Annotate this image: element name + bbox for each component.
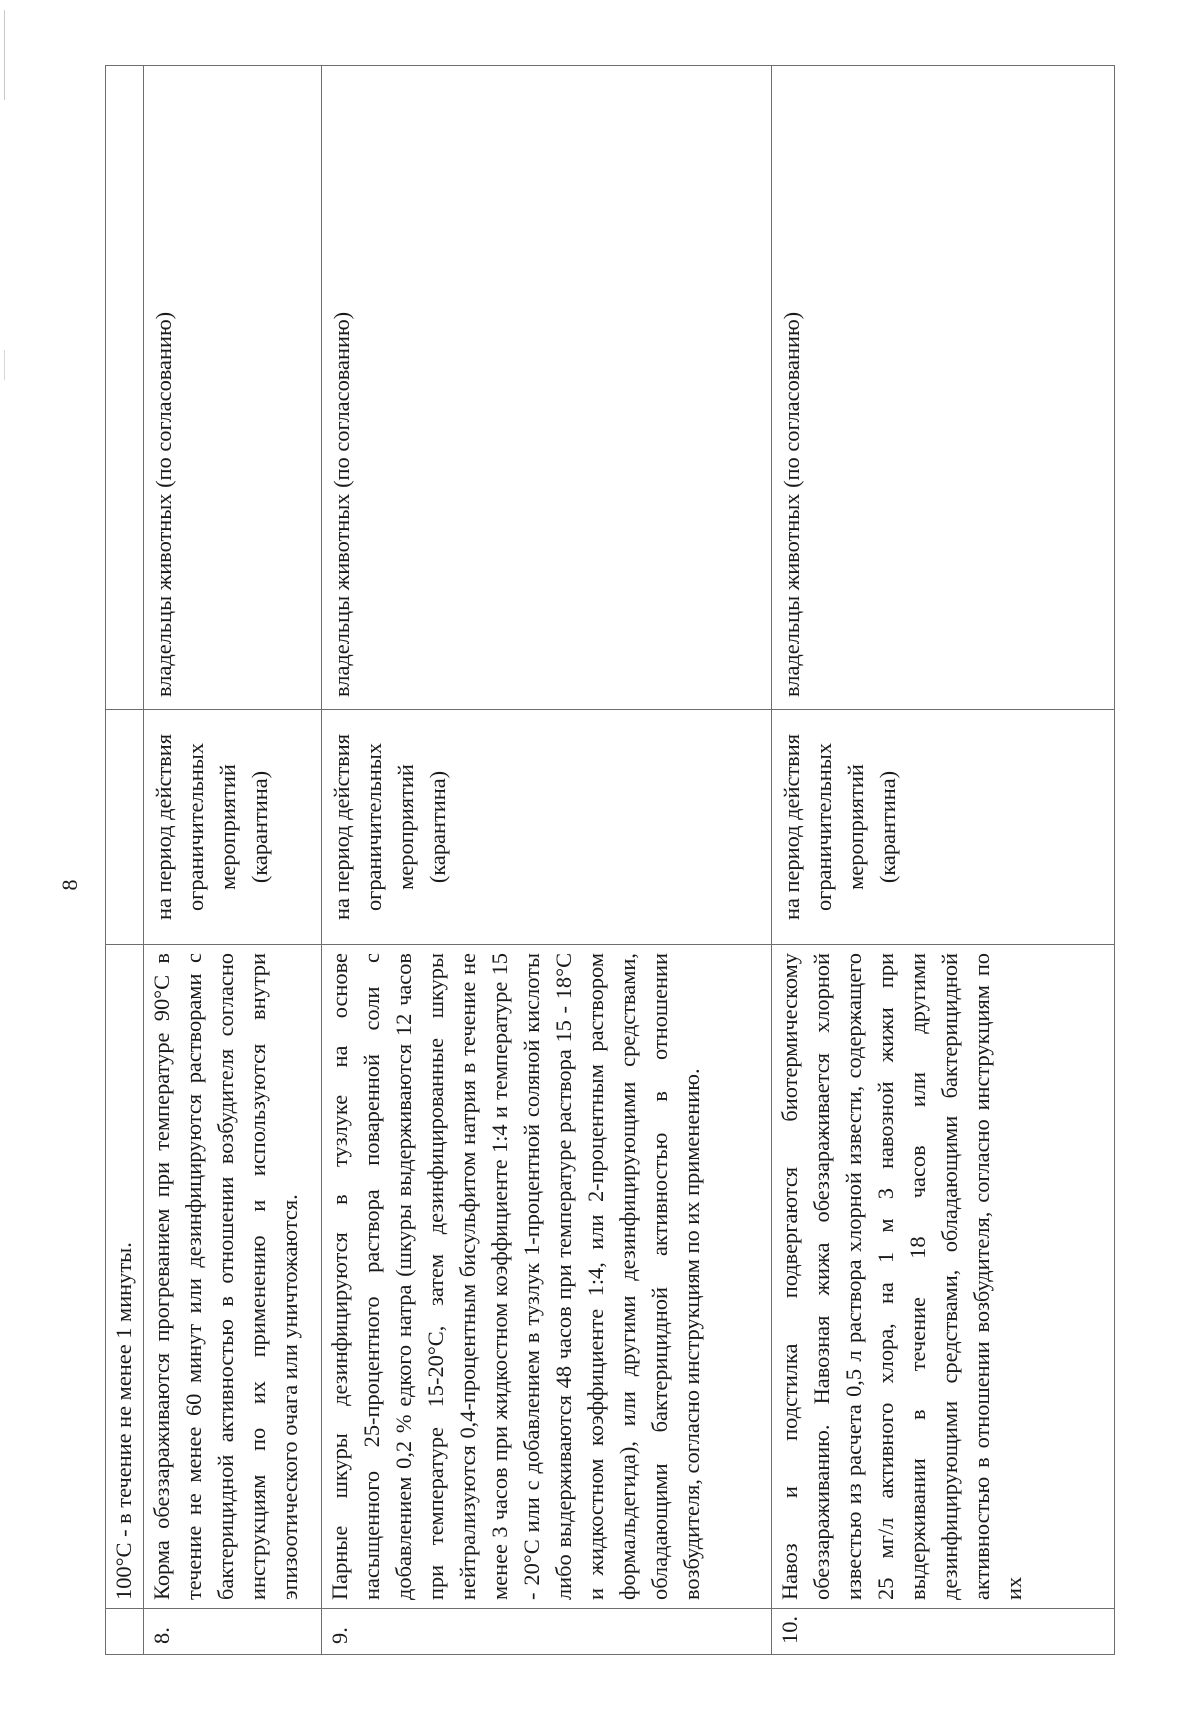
table-row-continuation: [106, 66, 144, 1655]
row-number: 9.: [322, 1609, 772, 1655]
row-period: на период действия ограничительных мероприятий (карантина): [322, 710, 772, 945]
scan-margin-line: [4, 10, 5, 100]
table-row: [144, 66, 322, 1655]
table-cell-responsible: [106, 66, 144, 710]
row-description: Навоз и подстилка подвергаются биотермическому обеззараживанию. Навозная жижа обеззараживается хлорной известью из расчета 0,5 л раствора хлорной извести, содержащего 25 мг/л активного хлора, на 1 м 3 навозной жижи при выдерживании в течение 18 часов или другими дезинфицирующими средствами, обладающими бактерицидной активностью в отношении возбудителя, согласно инструкциям по их: [772, 945, 1115, 1609]
row-responsible: владельцы животных (по согласованию): [772, 66, 1115, 710]
scan-margin-line: [4, 350, 5, 380]
row-description: Корма обеззараживаются прогреванием при температуре 90°С в течение не менее 60 минут или дезинфицируются растворами с бактерицидной активностью в отношении возбудителя согласно инструкциям по их применению и используются внутри эпизоотического очага или уничтожаются.: [144, 945, 322, 1609]
row-description: Парные шкуры дезинфицируются в тузлуке на основе насыщенного 25-процентного раствора поваренной соли с добавлением 0,2 % едкого натра (шкуры выдерживаются 12 часов при температуре 15-20°С, затем дезинфицированные шкуры нейтрализуются 0,4-процентным бисульфитом натрия в течение не менее 3 часов при жидкостном коэффициенте 1:4 и температуре 15 - 20°С или с добавлением в тузлук 1-процентной соляной кислоты либо выдерживаются 48 часов при температуре раствора 15 - 18°С и жидкостном коэффициенте 1:4, или 2-процентным раствором формальдегида), или другими дезинфицирующими средствами, обладающими бактерицидной активностью в отношении возбудителя, согласно инструкциям по их применению.: [322, 945, 772, 1609]
row-number: 8.: [144, 1609, 322, 1655]
row-responsible: владельцы животных (по согласованию): [144, 66, 322, 710]
row-period: на период действия ограничительных мероприятий (карантина): [144, 710, 322, 945]
table-row: [322, 66, 772, 1655]
row-number: 10.: [772, 1609, 1115, 1655]
table-cell-num: [106, 1609, 144, 1655]
rotated-page: [57, 65, 1115, 1655]
table-row: [772, 66, 1115, 1655]
table-cell-period: [106, 710, 144, 945]
row-period: на период действия ограничительных мероприятий (карантина): [772, 710, 1115, 945]
page-number: 8: [57, 879, 82, 891]
row-responsible: владельцы животных (по согласованию): [322, 66, 772, 710]
table-cell-description: 100°С - в течение не менее 1 минуты.: [106, 945, 144, 1609]
measures-table: [105, 65, 1115, 1655]
